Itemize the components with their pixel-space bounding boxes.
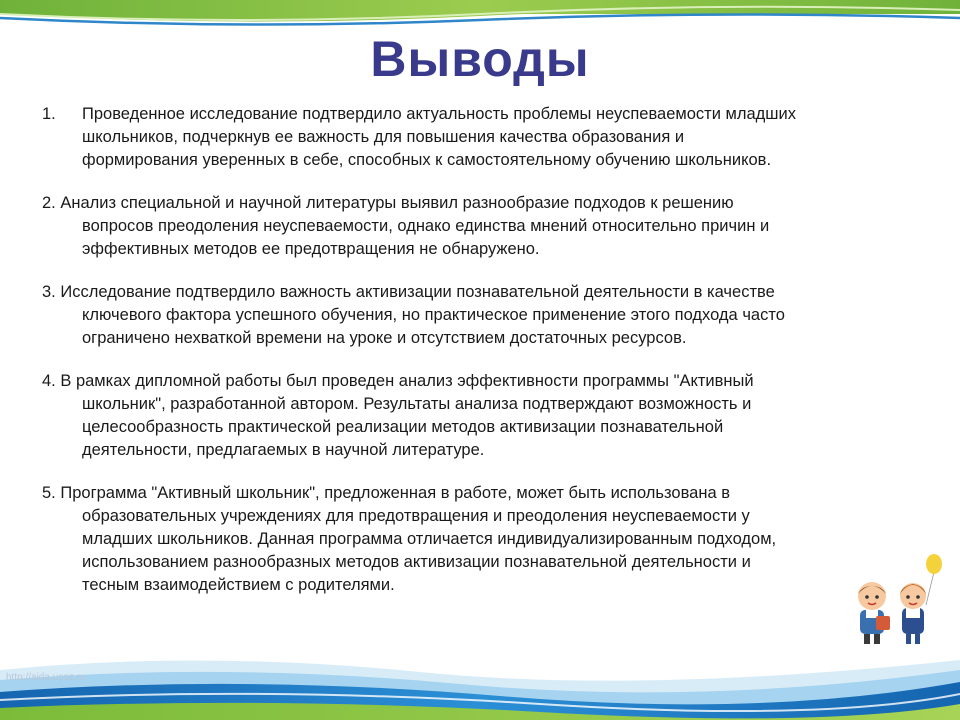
- item-line: ограничено нехваткой времени на уроке и отсутствием достаточных ресурсов.: [82, 329, 687, 347]
- bottom-wave-decoration: [0, 600, 960, 720]
- item-line: образовательных учреждениях для предотвращения и преодоления неуспеваемости у: [82, 507, 750, 525]
- item-line: младших школьников. Данная программа отличается индивидуализированным подходом,: [82, 530, 777, 548]
- item-line-first: [42, 482, 902, 505]
- item-line: Исследование подтвердило важность активизации познавательной деятельности в качестве: [60, 283, 775, 301]
- conclusions-list: [42, 103, 902, 617]
- item-line: использованием разнообразных методов активизации познавательной деятельности и: [82, 553, 751, 571]
- item-number: 2.: [42, 194, 56, 212]
- top-green-band: [0, 0, 960, 30]
- item-line: вопросов преодоления неуспеваемости, однако единства мнений относительно причин и: [82, 217, 770, 235]
- list-item: [42, 281, 902, 350]
- item-line: целесообразность практической реализации методов активизации познавательной: [82, 418, 724, 436]
- item-line: формирования уверенных в себе, способных к самостоятельному обучению школьников.: [82, 151, 772, 169]
- item-line: Анализ специальной и научной литературы выявил разнообразие подходов к решению: [60, 194, 734, 212]
- item-line-first: [42, 192, 902, 215]
- item-line: школьник", разработанной автором. Результаты анализа подтверждают возможность и: [82, 395, 752, 413]
- item-line: деятельности, предлагаемых в научной литературе.: [82, 441, 485, 459]
- list-item: [42, 103, 902, 172]
- list-item: [42, 192, 902, 261]
- item-line: Программа "Активный школьник", предложенная в работе, может быть использована в: [60, 484, 730, 502]
- item-line-first: [42, 281, 902, 304]
- item-line: эффективных методов ее предотвращения не обнаружено.: [82, 240, 540, 258]
- item-number: 1.: [42, 105, 56, 123]
- item-line: Проведенное исследование подтвердило актуальность проблемы неуспеваемости младших: [82, 105, 797, 123]
- slide-title: Выводы: [370, 31, 590, 87]
- item-number: 4.: [42, 372, 56, 390]
- item-line-first: [42, 370, 902, 393]
- list-item: [42, 370, 902, 462]
- item-number: 5.: [42, 484, 56, 502]
- item-line: тесным взаимодействием с родителями.: [82, 576, 395, 594]
- item-line: ключевого фактора успешного обучения, но практическое применение этого подхода часто: [82, 306, 785, 324]
- item-number: 3.: [42, 283, 56, 301]
- watermark-url: http://aida.ucoz.ru: [6, 672, 86, 683]
- list-item: [42, 482, 902, 597]
- item-line: В рамках дипломной работы был проведен анализ эффективности программы "Активный: [60, 372, 754, 390]
- item-line: школьников, подчеркнув ее важность для повышения качества образования и: [82, 128, 685, 146]
